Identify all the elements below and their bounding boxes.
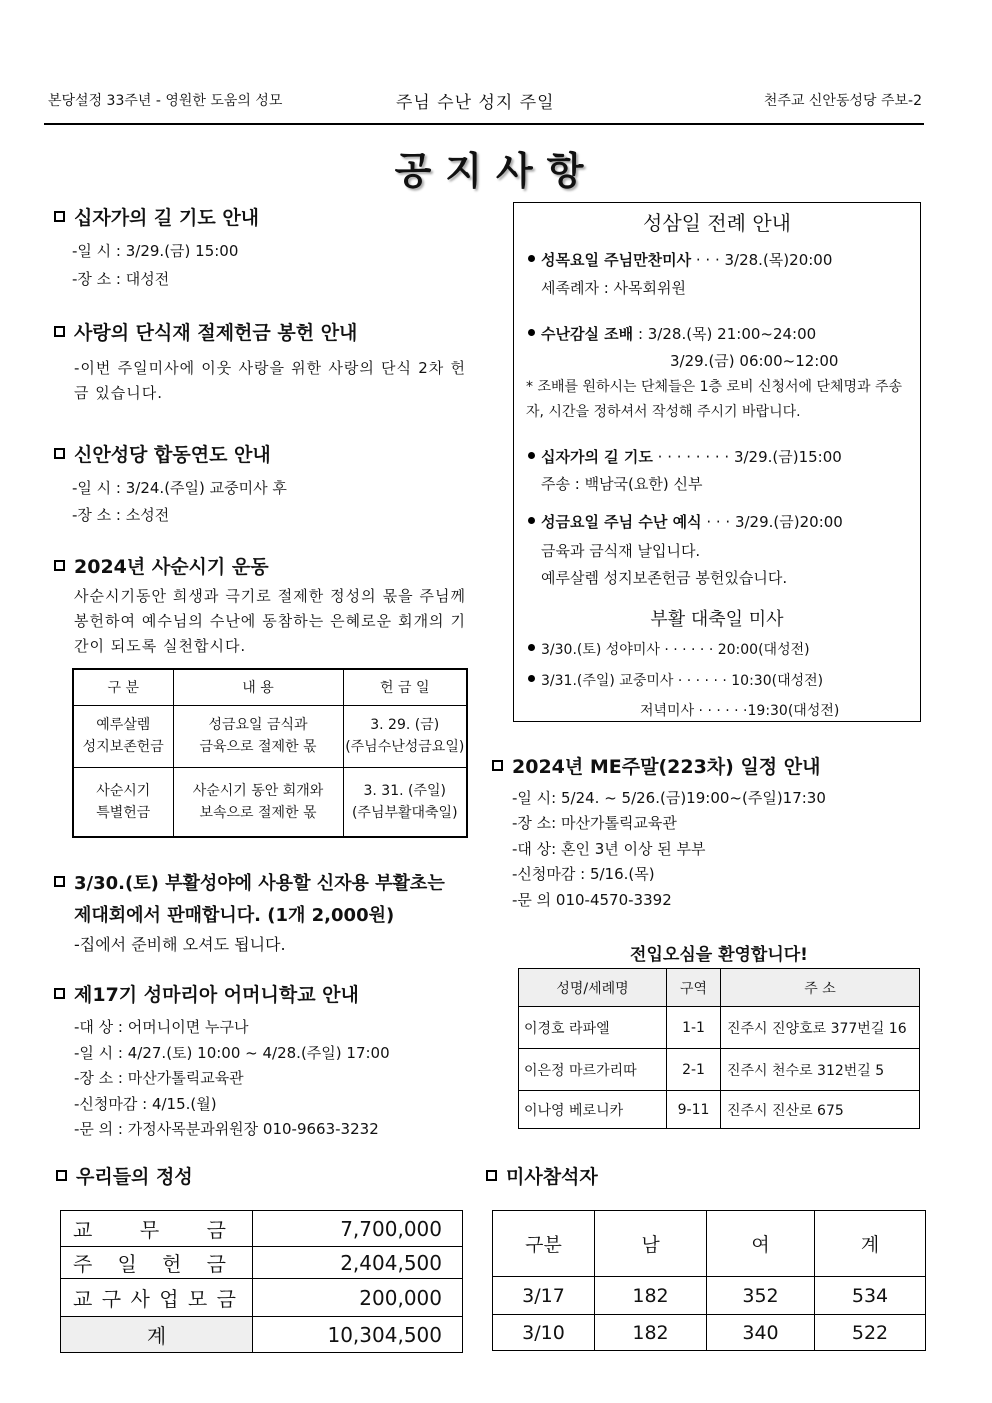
welcome-header: 주 소 [721,969,920,1007]
good-friday-time: · · · 3/29.(금)20:00 [701,513,843,531]
section-attendance [486,1162,598,1189]
cross-way-place: -장 소 : 대성전 [72,270,170,288]
me-contact: -문 의 010-4570-3392 [512,891,672,909]
lent-table-cell: 사순시기 특별헌금 [73,767,173,837]
welcome-cell: 이은정 마르가리따 [519,1049,667,1091]
attendance-cell: 3/17 [493,1277,595,1315]
section-heading: 신안성당 합동연도 안내 [74,444,271,466]
welcome-header: 구역 [667,969,721,1007]
adoration [528,323,816,344]
mothers-school-time: -일 시 : 4/27.(토) 10:00 ~ 4/28.(주일) 17:00 [74,1044,390,1062]
page-title: 공지사항 [394,149,598,193]
me-target: -대 상: 혼인 3년 이상 된 부부 [512,840,706,858]
offering-value: 10,304,500 [253,1317,463,1353]
good-friday-name: 성금요일 주님 수난 예식 [541,513,702,531]
section-lent [54,552,269,579]
offerings-table [60,1210,463,1353]
header-left: 본당설정 33주년 - 영원한 도움의 성모 [48,93,283,109]
good-friday-note-2: 예루살렘 성지보존헌금 봉헌있습니다. [541,569,788,587]
welcome-cell: 1-1 [667,1007,721,1049]
section-heading: 3/30.(토) 부활성야에 사용할 신자용 부활초는 [74,873,445,894]
me-deadline: -신청마감 : 5/16.(목) [512,865,655,883]
lent-table-cell: 3. 29. (금) (주님수난성금요일) [343,705,467,767]
attendance-cell: 3/10 [493,1315,595,1351]
welcome-table [518,968,920,1129]
attendance-header: 여 [707,1211,815,1277]
easter-title: 부활 대축일 미사 [650,609,784,630]
mothers-school-target: -대 상 : 어머니이면 누구나 [74,1018,249,1036]
welcome-cell: 이경호 라파엘 [519,1007,667,1049]
section-heading: 미사참석자 [506,1166,598,1188]
attendance-cell: 352 [707,1277,815,1315]
attendance-cell: 182 [595,1277,707,1315]
section-heading: 제17기 성마리아 어머니학교 안내 [74,984,359,1006]
adoration-name: 수난감실 조배 [541,325,634,343]
bullet-icon [528,329,535,336]
bullet-icon [528,255,535,262]
triduum-box [513,202,921,722]
welcome-title: 전입오심을 환영합니다! [630,945,808,965]
triduum-title: 성삼일 전례 안내 [643,211,791,235]
section-me [492,752,820,779]
offering-value: 2,404,500 [253,1247,463,1279]
welcome-cell: 2-1 [667,1049,721,1091]
good-friday-note-1: 금육과 금식재 날입니다. [541,542,701,560]
checkbox-icon [54,326,65,337]
offering-label: 계 [61,1317,253,1353]
section-heading: 우리들의 정성 [76,1166,193,1188]
section-mothers-school [54,980,359,1007]
bullet-icon [528,517,535,524]
good-friday [528,511,843,532]
lent-table-cell: 예루살렘 성지보존헌금 [73,705,173,767]
bullet-icon [528,675,535,682]
section-heading: 십자가의 길 기도 안내 [74,207,260,229]
mothers-school-deadline: -신청마감 : 4/15.(월) [74,1095,217,1113]
lent-table-cell: 3. 31. (주일) (주님부활대축일) [343,767,467,837]
offering-value: 7,700,000 [253,1211,463,1247]
lent-table-cell: 성금요일 금식과 금육으로 절제한 몫 [173,705,343,767]
attendance-cell: 522 [815,1315,926,1351]
welcome-header: 성명/세례명 [519,969,667,1007]
adoration-note: * 조배를 원하시는 단체들은 1층 로비 신청서에 단체명과 주송자, 시간을 정하셔서 작성해 주시기 바랍니다. [526,379,903,420]
header-rule [44,123,924,125]
attendance-cell: 340 [707,1315,815,1351]
bullet-icon [528,452,535,459]
welcome-cell: 진주시 천수로 312번길 5 [721,1049,920,1091]
cross-prayer [528,446,842,467]
welcome-cell: 진주시 진양호로 377번길 16 [721,1007,920,1049]
cross-prayer-note: 주송 : 백남국(요한) 신부 [541,475,703,493]
offering-label: 주 일 헌 금 [61,1247,253,1279]
lent-table-header: 헌 금 일 [343,669,467,705]
lent-table-header: 구 분 [73,669,173,705]
bullet-icon [528,644,535,651]
lent-table [72,668,468,838]
attendance-cell: 534 [815,1277,926,1315]
holy-thursday-name: 성목요일 주님만찬미사 [541,251,692,269]
memorial-time: -일 시 : 3/24.(주일) 교중미사 후 [72,479,287,497]
candle-heading-2: 제대회에서 판매합니다. (1개 2,000원) [74,905,395,926]
checkbox-icon [54,211,65,222]
checkbox-icon [56,1170,67,1181]
adoration-time-1: : 3/28.(목) 21:00~24:00 [633,325,817,343]
attendance-header: 남 [595,1211,707,1277]
cross-way-time: -일 시 : 3/29.(금) 15:00 [72,242,239,260]
easter-vigil [528,639,810,659]
easter-day-text: 3/31.(주일) 교중미사 · · · · · · 10:30(대성전) [541,673,824,689]
mothers-school-contact: -문 의 : 가정사목분과위원장 010-9663-3232 [74,1120,379,1138]
section-cross-way [54,203,259,230]
attendance-cell: 182 [595,1315,707,1351]
checkbox-icon [54,876,65,887]
checkbox-icon [492,760,503,771]
offering-value: 200,000 [253,1279,463,1317]
holy-thursday-time: · · · 3/28.(목)20:00 [691,251,833,269]
fasting-body: -이번 주일미사에 이웃 사랑을 위한 사랑의 단식 2차 헌금 있습니다. [74,359,466,402]
header-center: 주님 수난 성지 주일 [396,93,555,113]
lent-body: 사순시기동안 희생과 극기로 절제한 정성의 몫을 주님께 봉헌하여 예수님의 수난에 동참하는 은혜로운 회개의 기간이 되도록 실천합시다. [74,587,466,655]
header-right: 천주교 신안동성당 주보-2 [763,93,922,109]
checkbox-icon [54,448,65,459]
candle-note: -집에서 준비해 오셔도 됩니다. [74,935,286,954]
easter-day [528,670,823,690]
attendance-table [492,1210,926,1351]
section-heading: 사랑의 단식재 절제헌금 봉헌 안내 [74,322,358,344]
holy-thursday [528,249,832,270]
lent-table-cell: 사순시기 동안 회개와 보속으로 절제한 몫 [173,767,343,837]
checkbox-icon [54,988,65,999]
me-time: -일 시: 5/24. ~ 5/26.(금)19:00~(주일)17:30 [512,789,826,807]
offering-label: 교 구 사 업 모 금 [61,1279,253,1317]
cross-prayer-name: 십자가의 길 기도 [541,448,653,466]
welcome-cell: 이나영 베로니카 [519,1091,667,1129]
section-heading: 2024년 사순시기 운동 [74,556,269,578]
memorial-place: -장 소 : 소성전 [72,506,170,524]
holy-thursday-note: 세족례자 : 사목회위원 [541,279,687,297]
offering-label: 교 무 금 [61,1211,253,1247]
me-place: -장 소: 마산가톨릭교육관 [512,814,677,832]
checkbox-icon [486,1170,497,1181]
section-heading: 2024년 ME주말(223차) 일정 안내 [512,756,821,778]
welcome-cell: 진주시 진산로 675 [721,1091,920,1129]
easter-evening: 저녁미사 · · · · · ·19:30(대성전) [640,703,840,719]
section-offerings [56,1162,193,1189]
section-fasting [54,318,357,345]
section-memorial [54,440,271,467]
cross-prayer-time: · · · · · · · · 3/29.(금)15:00 [652,448,842,466]
checkbox-icon [54,560,65,571]
lent-table-header: 내 용 [173,669,343,705]
section-candle [54,869,445,895]
adoration-time-2: 3/29.(금) 06:00~12:00 [670,352,839,370]
mothers-school-place: -장 소 : 마산가톨릭교육관 [74,1069,244,1087]
attendance-header: 구분 [493,1211,595,1277]
attendance-header: 계 [815,1211,926,1277]
welcome-cell: 9-11 [667,1091,721,1129]
easter-vigil-text: 3/30.(토) 성야미사 · · · · · · 20:00(대성전) [541,642,810,658]
